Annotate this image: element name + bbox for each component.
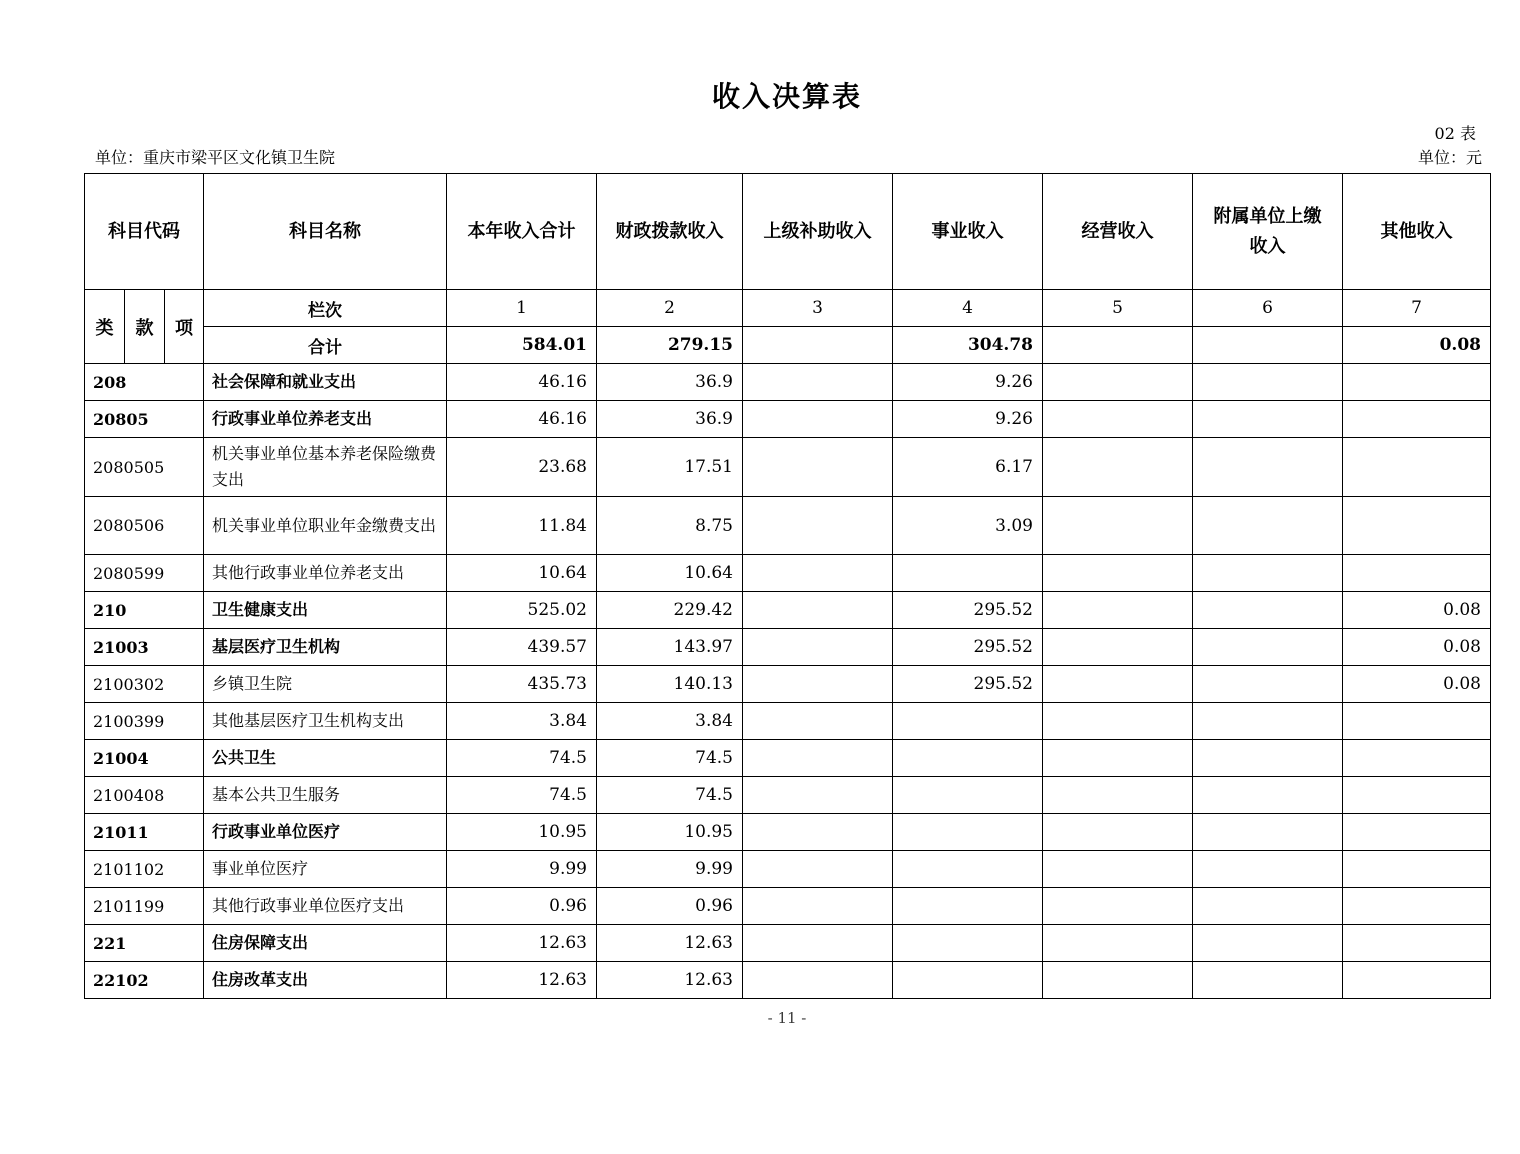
row-value-2: 0.96: [597, 888, 743, 925]
row-value-3: [743, 777, 893, 814]
grand-total-row: [85, 327, 1491, 364]
row-value-2: 140.13: [597, 666, 743, 703]
row-value-3: [743, 592, 893, 629]
row-value-6: [1193, 629, 1343, 666]
table-row: [85, 777, 1491, 814]
row-value-2: 12.63: [597, 925, 743, 962]
row-subject-code: 21011: [85, 814, 204, 851]
table-row: [85, 851, 1491, 888]
table-row: [85, 925, 1491, 962]
table-row: [85, 364, 1491, 401]
table-row: [85, 703, 1491, 740]
row-value-6: [1193, 962, 1343, 999]
table-row: [85, 814, 1491, 851]
row-subject-name: 公共卫生: [204, 740, 447, 777]
row-value-3: [743, 888, 893, 925]
row-value-7: [1343, 401, 1491, 438]
row-value-3: [743, 364, 893, 401]
subheader-class: 类: [85, 290, 125, 364]
row-value-1: 439.57: [447, 629, 597, 666]
row-value-7: [1343, 851, 1491, 888]
grand-total-value-7: 0.08: [1343, 327, 1491, 364]
grand-total-value-6: [1193, 327, 1343, 364]
row-value-4: [893, 962, 1043, 999]
row-value-1: 46.16: [447, 401, 597, 438]
column-header-5: 经营收入: [1043, 174, 1193, 290]
row-value-3: [743, 555, 893, 592]
row-value-6: [1193, 851, 1343, 888]
row-value-1: 12.63: [447, 962, 597, 999]
row-subject-code: 22102: [85, 962, 204, 999]
row-value-7: 0.08: [1343, 629, 1491, 666]
income-accounts-table: [84, 173, 1491, 999]
row-value-6: [1193, 592, 1343, 629]
row-value-5: [1043, 592, 1193, 629]
page-title: 收入决算表: [711, 80, 862, 113]
row-value-6: [1193, 888, 1343, 925]
row-value-5: [1043, 925, 1193, 962]
row-value-6: [1193, 777, 1343, 814]
row-value-6: [1193, 364, 1343, 401]
row-value-7: [1343, 438, 1491, 497]
row-subject-code: 2100408: [85, 777, 204, 814]
table-row: [85, 401, 1491, 438]
row-value-3: [743, 814, 893, 851]
row-value-1: 74.5: [447, 777, 597, 814]
row-value-6: [1193, 925, 1343, 962]
grand-total-label: 合计: [204, 327, 447, 364]
table-row: [85, 438, 1491, 497]
row-value-4: [893, 851, 1043, 888]
grand-total-value-3: [743, 327, 893, 364]
row-value-2: 74.5: [597, 740, 743, 777]
row-subject-name: 其他行政事业单位养老支出: [204, 555, 447, 592]
table-header-row: [85, 174, 1491, 290]
row-value-5: [1043, 740, 1193, 777]
row-value-2: 74.5: [597, 777, 743, 814]
row-value-6: [1193, 438, 1343, 497]
row-subject-code: 21003: [85, 629, 204, 666]
row-value-4: [893, 814, 1043, 851]
table-row: [85, 497, 1491, 555]
row-subject-code: 2080599: [85, 555, 204, 592]
row-subject-code: 2100399: [85, 703, 204, 740]
row-value-7: [1343, 814, 1491, 851]
row-subject-name: 机关事业单位职业年金缴费支出: [204, 497, 447, 555]
row-value-7: [1343, 777, 1491, 814]
row-value-4: 295.52: [893, 666, 1043, 703]
row-value-5: [1043, 497, 1193, 555]
row-value-2: 36.9: [597, 364, 743, 401]
row-subject-name: 其他行政事业单位医疗支出: [204, 888, 447, 925]
row-subject-name: 乡镇卫生院: [204, 666, 447, 703]
column-header-1: 本年收入合计: [447, 174, 597, 290]
row-value-3: [743, 962, 893, 999]
row-value-7: [1343, 925, 1491, 962]
row-subject-name: 机关事业单位基本养老保险缴费支出: [204, 438, 447, 497]
row-value-4: [893, 777, 1043, 814]
table-row: [85, 962, 1491, 999]
row-value-2: 8.75: [597, 497, 743, 555]
row-value-7: [1343, 555, 1491, 592]
row-value-5: [1043, 401, 1193, 438]
row-value-5: [1043, 666, 1193, 703]
row-value-5: [1043, 703, 1193, 740]
row-value-3: [743, 629, 893, 666]
row-value-6: [1193, 740, 1343, 777]
row-value-4: [893, 555, 1043, 592]
row-value-5: [1043, 777, 1193, 814]
header-subject-name: 科目名称: [204, 174, 447, 290]
row-value-3: [743, 438, 893, 497]
row-value-1: 0.96: [447, 888, 597, 925]
row-subject-code: 2101199: [85, 888, 204, 925]
row-value-5: [1043, 814, 1193, 851]
row-value-1: 74.5: [447, 740, 597, 777]
row-subject-code: 2080506: [85, 497, 204, 555]
row-value-1: 10.64: [447, 555, 597, 592]
unit-line: [84, 147, 1490, 168]
subheader-section: 款: [125, 290, 165, 364]
table-row: [85, 740, 1491, 777]
table-number: 02 表: [1434, 124, 1476, 143]
row-subject-code: 208: [85, 364, 204, 401]
page-number: - 11 -: [767, 1009, 807, 1027]
subheader-item: 项: [165, 290, 204, 364]
row-value-3: [743, 740, 893, 777]
column-index-row: [85, 290, 1491, 327]
row-subject-name: 行政事业单位养老支出: [204, 401, 447, 438]
row-value-2: 17.51: [597, 438, 743, 497]
row-subject-name: 社会保障和就业支出: [204, 364, 447, 401]
row-value-3: [743, 401, 893, 438]
row-value-4: [893, 740, 1043, 777]
table-row: [85, 666, 1491, 703]
grand-total-value-1: 584.01: [447, 327, 597, 364]
row-value-7: [1343, 740, 1491, 777]
row-value-6: [1193, 401, 1343, 438]
row-value-7: [1343, 703, 1491, 740]
column-header-2: 财政拨款收入: [597, 174, 743, 290]
grand-total-value-4: 304.78: [893, 327, 1043, 364]
row-value-6: [1193, 703, 1343, 740]
row-value-7: [1343, 888, 1491, 925]
row-value-2: 9.99: [597, 851, 743, 888]
row-value-2: 10.95: [597, 814, 743, 851]
row-value-4: 295.52: [893, 592, 1043, 629]
row-value-5: [1043, 888, 1193, 925]
row-subject-name: 基层医疗卫生机构: [204, 629, 447, 666]
row-value-1: 10.95: [447, 814, 597, 851]
row-value-1: 435.73: [447, 666, 597, 703]
grand-total-value-5: [1043, 327, 1193, 364]
row-value-1: 11.84: [447, 497, 597, 555]
row-value-1: 525.02: [447, 592, 597, 629]
row-subject-code: 21004: [85, 740, 204, 777]
row-subject-code: 2101102: [85, 851, 204, 888]
table-row: [85, 592, 1491, 629]
header-subject-code: 科目代码: [85, 174, 204, 290]
column-number-3: 3: [743, 290, 893, 327]
row-value-6: [1193, 497, 1343, 555]
row-value-4: 6.17: [893, 438, 1043, 497]
row-value-5: [1043, 962, 1193, 999]
row-value-2: 12.63: [597, 962, 743, 999]
row-value-6: [1193, 555, 1343, 592]
row-value-4: 3.09: [893, 497, 1043, 555]
table-row: [85, 555, 1491, 592]
row-subject-name: 基本公共卫生服务: [204, 777, 447, 814]
row-value-5: [1043, 629, 1193, 666]
unit-organization: 单位：重庆市梁平区文化镇卫生院: [95, 148, 336, 167]
column-number-4: 4: [893, 290, 1043, 327]
row-value-1: 23.68: [447, 438, 597, 497]
row-value-2: 229.42: [597, 592, 743, 629]
document-page: [84, 80, 1490, 1028]
row-value-6: [1193, 814, 1343, 851]
table-row: [85, 888, 1491, 925]
row-value-5: [1043, 438, 1193, 497]
row-value-5: [1043, 555, 1193, 592]
row-value-2: 36.9: [597, 401, 743, 438]
column-number-2: 2: [597, 290, 743, 327]
row-subject-code: 221: [85, 925, 204, 962]
row-subject-code: 2100302: [85, 666, 204, 703]
row-value-4: [893, 703, 1043, 740]
table-row: [85, 629, 1491, 666]
row-value-4: 295.52: [893, 629, 1043, 666]
row-value-7: [1343, 962, 1491, 999]
row-value-7: [1343, 364, 1491, 401]
row-value-3: [743, 703, 893, 740]
column-number-7: 7: [1343, 290, 1491, 327]
row-value-2: 10.64: [597, 555, 743, 592]
row-value-3: [743, 497, 893, 555]
column-number-1: 1: [447, 290, 597, 327]
grand-total-value-2: 279.15: [597, 327, 743, 364]
row-subject-name: 卫生健康支出: [204, 592, 447, 629]
row-subject-code: 2080505: [85, 438, 204, 497]
column-number-6: 6: [1193, 290, 1343, 327]
row-subject-code: 210: [85, 592, 204, 629]
row-value-4: [893, 925, 1043, 962]
row-subject-name: 住房保障支出: [204, 925, 447, 962]
row-value-7: [1343, 497, 1491, 555]
row-value-2: 143.97: [597, 629, 743, 666]
row-subject-name: 行政事业单位医疗: [204, 814, 447, 851]
row-subject-code: 20805: [85, 401, 204, 438]
row-value-2: 3.84: [597, 703, 743, 740]
row-value-4: 9.26: [893, 364, 1043, 401]
row-subject-name: 事业单位医疗: [204, 851, 447, 888]
row-value-6: [1193, 666, 1343, 703]
row-value-1: 46.16: [447, 364, 597, 401]
row-value-7: 0.08: [1343, 592, 1491, 629]
row-value-5: [1043, 851, 1193, 888]
column-header-4: 事业收入: [893, 174, 1043, 290]
column-header-3: 上级补助收入: [743, 174, 893, 290]
row-value-4: 9.26: [893, 401, 1043, 438]
row-value-1: 3.84: [447, 703, 597, 740]
row-subject-name: 其他基层医疗卫生机构支出: [204, 703, 447, 740]
column-number-5: 5: [1043, 290, 1193, 327]
row-value-7: 0.08: [1343, 666, 1491, 703]
row-subject-name: 住房改革支出: [204, 962, 447, 999]
row-value-5: [1043, 364, 1193, 401]
row-value-4: [893, 888, 1043, 925]
column-header-6: 附属单位上缴收入: [1193, 174, 1343, 290]
row-value-3: [743, 851, 893, 888]
unit-currency: 单位：元: [1417, 148, 1482, 167]
column-header-7: 其他收入: [1343, 174, 1491, 290]
row-value-3: [743, 666, 893, 703]
row-value-1: 9.99: [447, 851, 597, 888]
column-index-label: 栏次: [204, 290, 447, 327]
row-value-1: 12.63: [447, 925, 597, 962]
row-value-3: [743, 925, 893, 962]
